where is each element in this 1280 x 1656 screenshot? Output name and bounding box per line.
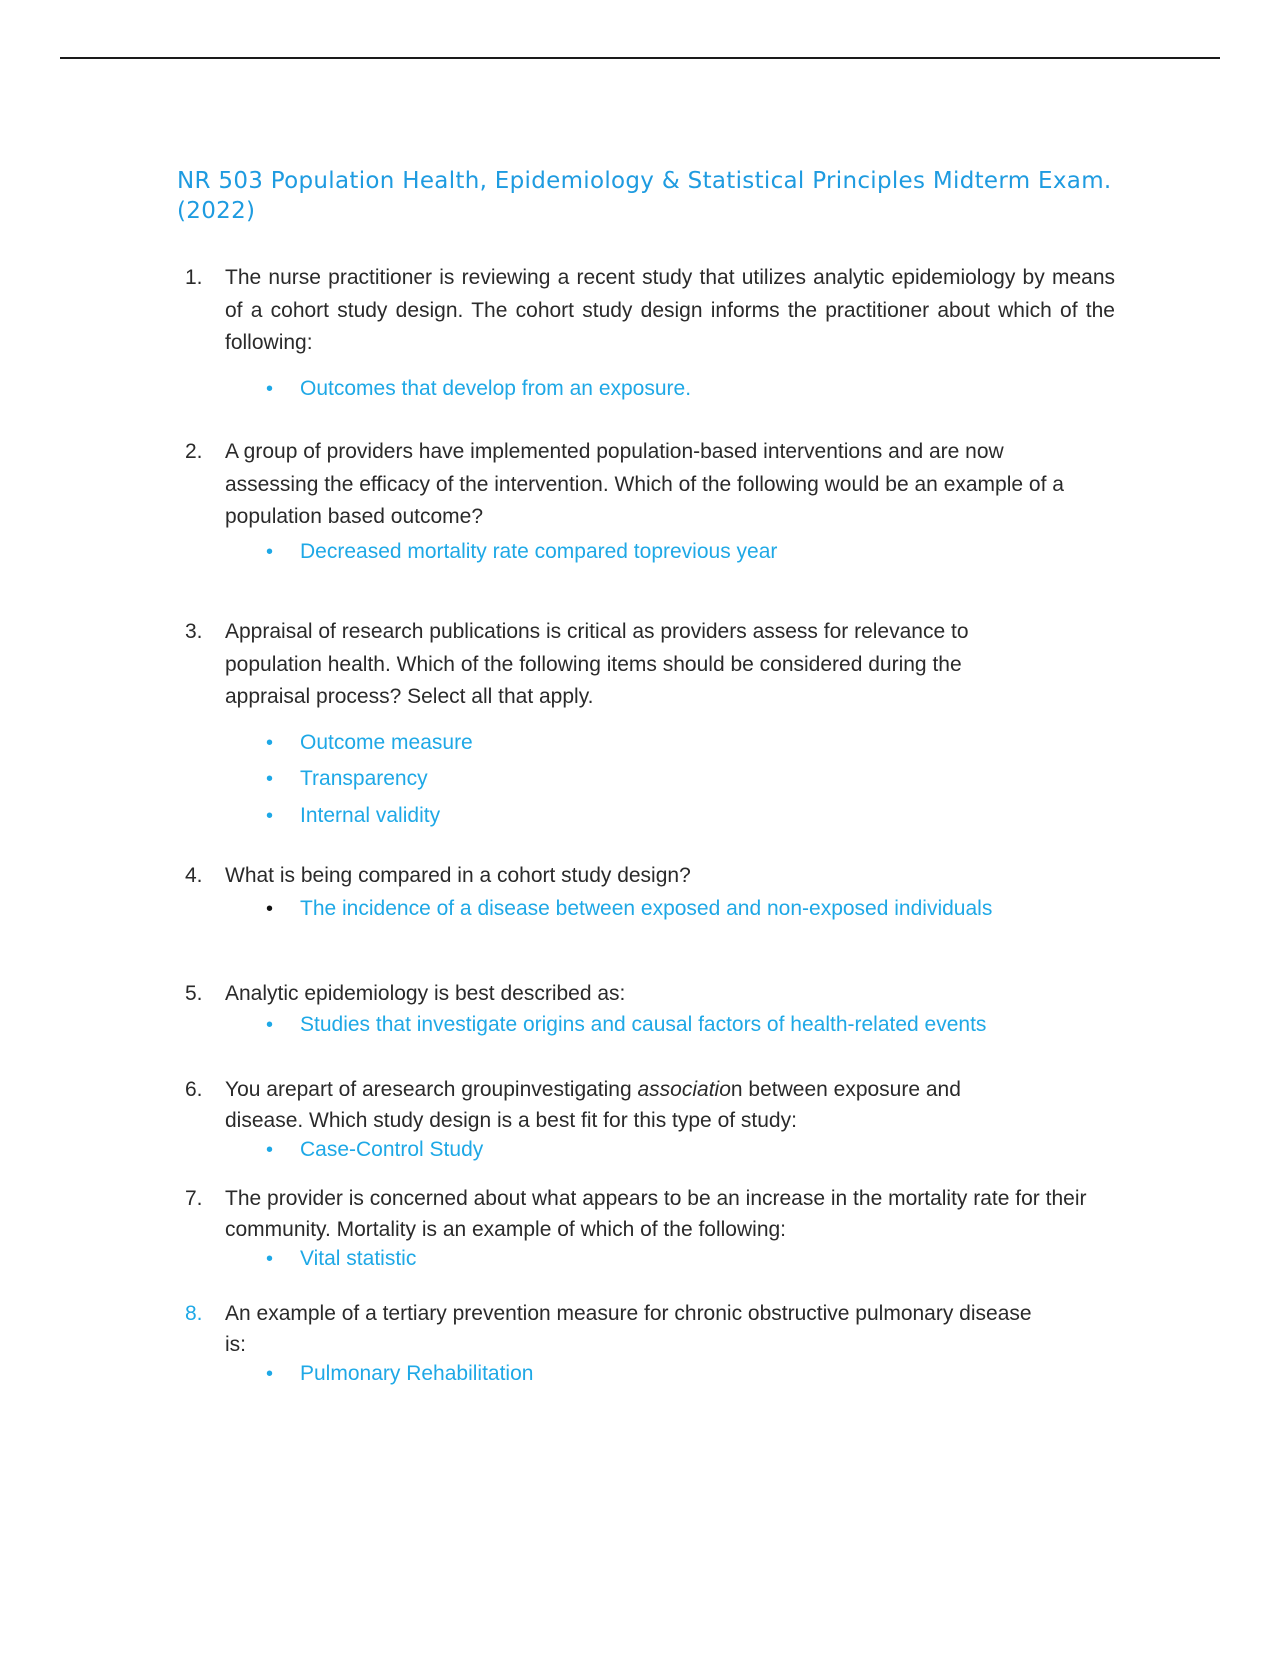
answer-list [185, 534, 1115, 571]
question-number: 7. [185, 1187, 203, 1210]
bullet-icon: • [266, 768, 274, 790]
answer-list [185, 1007, 1115, 1044]
bullet-icon: • [266, 377, 274, 400]
answer-list [185, 1132, 1115, 1169]
bullet-icon: • [266, 1139, 274, 1161]
question-text: What is being compared in a cohort study design? [225, 864, 691, 887]
question-text: Analytic epidemiology is best described as: [225, 982, 626, 1005]
answer-item [185, 1241, 1115, 1278]
question-text: A group of providers have implemented population-based interventions and are now assessing the efficacy of the intervention. Which of the following would be an example of a population based outcome? [225, 440, 1064, 528]
question-text-end: n between exposure and disease. Which study design is a best fit for this type of study: [225, 1078, 961, 1132]
question-4 [185, 860, 1115, 927]
answer-item [185, 725, 1115, 762]
answer-text: The incidence of a disease between exposed and non-exposed individuals [300, 896, 993, 920]
question-3 [185, 616, 1115, 834]
answer-item [185, 1356, 1115, 1393]
question-number: 8. [185, 1302, 203, 1325]
question-text [225, 1074, 1005, 1136]
question-text-start: You arepart of aresearch groupinvestigating [225, 1078, 638, 1101]
question-number: 3. [185, 620, 203, 643]
question-8 [185, 1298, 1115, 1393]
answer-item [185, 798, 1115, 835]
answer-item [185, 1132, 1115, 1169]
header-rule [60, 57, 1220, 59]
bullet-icon: • [266, 1248, 274, 1270]
answer-list [185, 371, 1115, 408]
question-number: 1. [185, 266, 203, 289]
question-text: The nurse practitioner is reviewing a recent study that utilizes analytic epidemiology by means of a cohort study design. The cohort study design informs the practitioner about which of the following: [225, 266, 1115, 354]
answer-text: Case-Control Study [300, 1138, 484, 1161]
question-text: Appraisal of research publications is critical as providers assess for relevance to population health. Which of the following items should be considered during the appraisal process? Select all that apply. [225, 620, 969, 708]
answer-item [185, 1007, 1115, 1044]
answer-text: Studies that investigate origins and causal factors of health-related events [300, 1012, 987, 1036]
bullet-icon: • [266, 731, 274, 754]
bullet-icon: • [266, 1013, 274, 1036]
question-1 [185, 262, 1115, 407]
answer-text: Transparency [300, 767, 428, 790]
question-text: The provider is concerned about what appears to be an increase in the mortality rate for their community. Mortality is an example of which of the following: [225, 1187, 1087, 1241]
bullet-icon: • [266, 1363, 274, 1385]
bullet-icon: • [266, 897, 274, 920]
question-text: An example of a tertiary prevention measure for chronic obstructive pulmonary disease is: [225, 1302, 1032, 1356]
document-title: NR 503 Population Health, Epidemiology & Statistical Principles Midterm Exam.(2022) [177, 168, 1112, 224]
question-number: 5. [185, 982, 203, 1005]
answer-item [185, 371, 1115, 408]
answer-item [185, 534, 1115, 571]
question-text-emphasis: associatio [637, 1078, 731, 1101]
answer-list [185, 725, 1115, 835]
question-7 [185, 1183, 1115, 1278]
question-number: 2. [185, 440, 203, 463]
answer-text: Outcomes that develop from an exposure. [300, 376, 692, 400]
bullet-icon: • [266, 540, 274, 563]
answer-item [185, 891, 1115, 928]
question-number: 4. [185, 864, 203, 887]
answer-text: Pulmonary Rehabilitation [300, 1362, 534, 1385]
bullet-icon: • [266, 804, 274, 827]
answer-item [185, 761, 1115, 798]
answer-list [185, 1241, 1115, 1278]
answer-text: Internal validity [300, 803, 441, 827]
question-2 [185, 436, 1115, 570]
answer-text: Outcome measure [300, 730, 473, 754]
question-6 [185, 1074, 1115, 1169]
answer-list [185, 1356, 1115, 1393]
question-number: 6. [185, 1078, 203, 1101]
answer-text: Decreased mortality rate compared toprevious year [300, 539, 778, 563]
answer-list [185, 891, 1115, 928]
question-5 [185, 978, 1115, 1043]
answer-text: Vital statistic [300, 1247, 417, 1270]
